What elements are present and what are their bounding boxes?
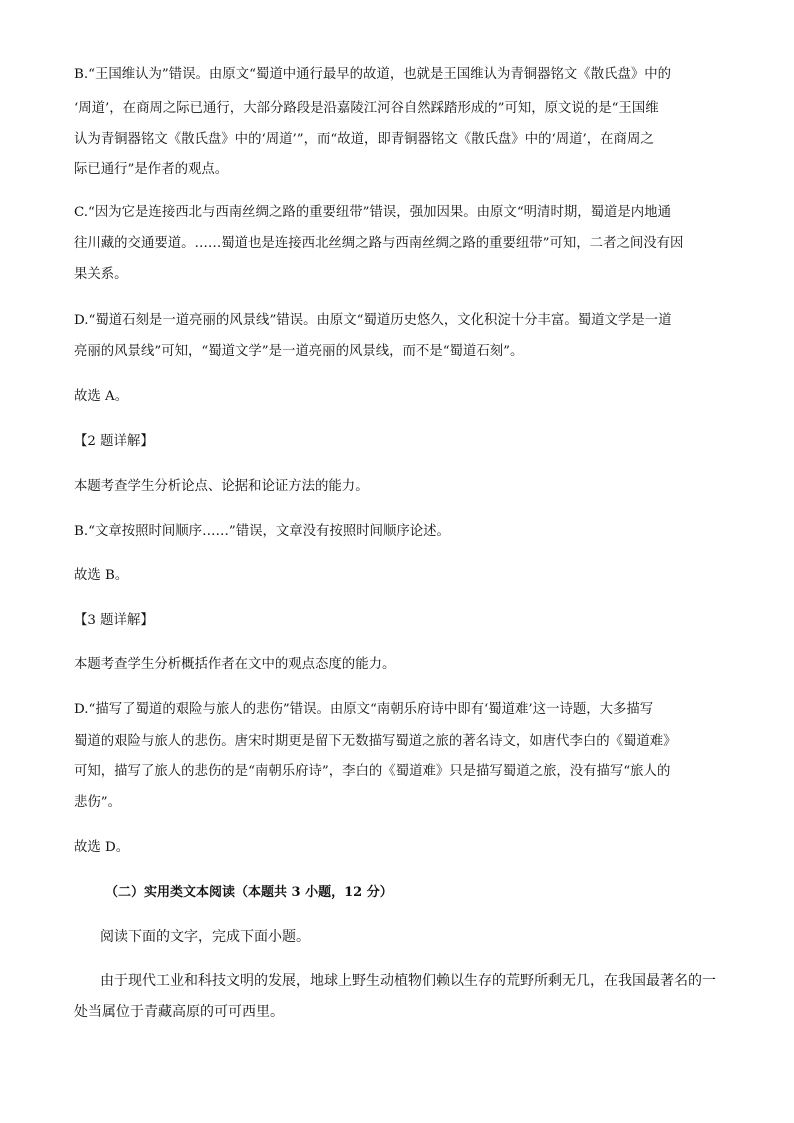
- conclusion-d: 故选 D。: [74, 840, 130, 855]
- conclusion-a: 故选 A。: [74, 389, 129, 404]
- question-3-summary: 本题考查学生分析概括作者在文中的观点态度的能力。: [74, 657, 396, 672]
- question-2-summary: 本题考查学生分析论点、论据和论证方法的能力。: [74, 479, 369, 494]
- question-3-answer-d-line-1: D.“描写了蜀道的艰险与旅人的悲伤”错误。由原文“南朝乐府诗中即有‘蜀道难’这一诗题，大多描写: [74, 702, 654, 717]
- question-3-answer-d-line-3: 可知，描写了旅人的悲伤的是“南朝乐府诗”，李白的《蜀道难》只是描写蜀道之旅，没有描写“旅人的: [74, 764, 671, 779]
- answer-b-line-3: 认为青铜器铭文《散氏盘》中的‘周道’”，而“故道，即青铜器铭文《散氏盘》中的‘周道’，在商周之: [74, 132, 654, 147]
- answer-b-line-4: 际已通行”是作者的观点。: [74, 162, 229, 177]
- answer-c-line-3: 果关系。: [74, 267, 128, 282]
- instruction-line: 阅读下面的文字，完成下面小题。: [100, 929, 310, 945]
- answer-b-line-1: B.“王国维认为”错误。由原文“蜀道中通行最早的故道，也就是王国维认为青铜器铭文《散氏盘》中的: [74, 67, 672, 82]
- passage-line-2: 处当属位于青藏高原的可可西里。: [74, 1004, 284, 1020]
- question-2-answer-b: B.“文章按照时间顺序……”错误，文章没有按照时间顺序论述。: [74, 524, 450, 539]
- answer-d-line-2: 亮丽的风景线”可知，“蜀道文学”是一道亮丽的风景线，而不是“蜀道石刻”。: [74, 344, 524, 359]
- section-heading: （二）实用类文本阅读（本题共 3 小题，12 分）: [105, 885, 393, 900]
- answer-b-line-2: ‘周道’，在商周之际已通行，大部分路段是沿嘉陵江河谷自然踩踏形成的”可知，原文说的是“王国维: [74, 101, 659, 116]
- answer-c-line-1: C.“因为它是连接西北与西南丝绸之路的重要纽带”错误，强加因果。由原文“明清时期，蜀道是内地通: [74, 205, 671, 220]
- answer-c-line-2: 往川藏的交通要道。……蜀道也是连接西北丝绸之路与西南丝绸之路的重要纽带”可知，二者之间没有因: [74, 236, 684, 251]
- answer-d-line-1: D.“蜀道石刻是一道亮丽的风景线”错误。由原文“蜀道历史悠久，文化积淀十分丰富。蜀道文学是一道: [74, 313, 672, 328]
- question-2-heading: 【2 题详解】: [74, 434, 154, 449]
- conclusion-b: 故选 B。: [74, 568, 129, 583]
- question-3-answer-d-line-4: 悲伤”。: [74, 795, 122, 810]
- question-3-heading: 【3 题详解】: [74, 613, 154, 628]
- passage-line-1: 由于现代工业和科技文明的发展，地球上野生动植物们赖以生存的荒野所剩无几，在我国最著名的一: [100, 973, 716, 989]
- question-3-answer-d-line-2: 蜀道的艰险与旅人的悲伤。唐宋时期更是留下无数描写蜀道之旅的著名诗文，如唐代李白的《蜀道难》: [74, 734, 677, 749]
